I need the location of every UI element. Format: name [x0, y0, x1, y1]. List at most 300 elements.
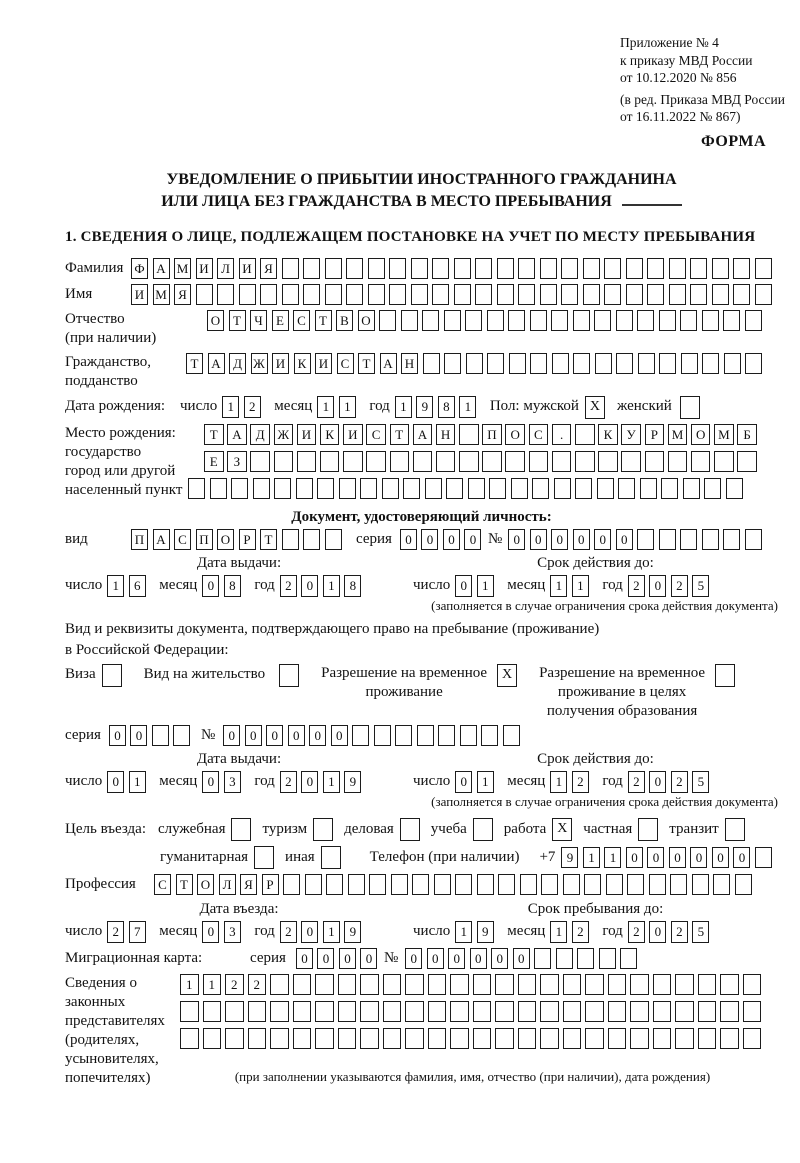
char-cell[interactable]: [497, 284, 514, 305]
char-cell[interactable]: [428, 974, 447, 995]
char-cell[interactable]: [438, 725, 455, 746]
char-cell[interactable]: [369, 874, 386, 895]
char-cell[interactable]: [315, 974, 334, 995]
char-cell[interactable]: [248, 1028, 267, 1049]
char-cell[interactable]: [755, 847, 772, 868]
purpose-other-checkbox[interactable]: [321, 846, 341, 869]
char-cell[interactable]: [498, 874, 515, 895]
char-cell[interactable]: [563, 1028, 582, 1049]
char-cell[interactable]: 1: [129, 771, 146, 793]
char-cell[interactable]: [339, 478, 356, 499]
char-cell[interactable]: [541, 874, 558, 895]
char-cell[interactable]: [616, 353, 633, 374]
char-cell[interactable]: [606, 874, 623, 895]
char-cell[interactable]: [690, 258, 707, 279]
char-cell[interactable]: О: [197, 874, 214, 895]
char-cell[interactable]: [745, 310, 762, 331]
char-cell[interactable]: [735, 874, 752, 895]
char-cell[interactable]: М: [714, 424, 734, 445]
char-cell[interactable]: Ж: [251, 353, 268, 374]
char-cell[interactable]: [203, 1028, 222, 1049]
char-cell[interactable]: А: [208, 353, 225, 374]
char-cell[interactable]: [518, 1001, 537, 1022]
char-cell[interactable]: [239, 284, 256, 305]
char-cell[interactable]: [683, 478, 700, 499]
char-cell[interactable]: [468, 478, 485, 499]
char-cell[interactable]: Я: [260, 258, 277, 279]
char-cell[interactable]: 9: [344, 921, 361, 943]
char-cell[interactable]: А: [153, 529, 170, 550]
char-cell[interactable]: [540, 1028, 559, 1049]
char-cell[interactable]: [436, 451, 456, 472]
char-cell[interactable]: [425, 478, 442, 499]
char-cell[interactable]: [338, 1001, 357, 1022]
char-cell[interactable]: 2: [628, 771, 645, 793]
char-cell[interactable]: [482, 451, 502, 472]
char-cell[interactable]: [585, 1028, 604, 1049]
char-cell[interactable]: 0: [421, 529, 438, 550]
char-cell[interactable]: [454, 284, 471, 305]
char-cell[interactable]: [702, 353, 719, 374]
char-cell[interactable]: [563, 874, 580, 895]
char-cell[interactable]: [520, 874, 537, 895]
char-cell[interactable]: [475, 258, 492, 279]
char-cell[interactable]: [704, 478, 721, 499]
char-cell[interactable]: С: [366, 424, 386, 445]
char-cell[interactable]: 0: [301, 575, 318, 597]
char-cell[interactable]: [203, 1001, 222, 1022]
char-cell[interactable]: 0: [331, 725, 348, 746]
purpose-official-checkbox[interactable]: [231, 818, 251, 841]
char-cell[interactable]: [540, 1001, 559, 1022]
char-cell[interactable]: О: [358, 310, 375, 331]
char-cell[interactable]: [680, 310, 697, 331]
char-cell[interactable]: [487, 310, 504, 331]
char-cell[interactable]: И: [297, 424, 317, 445]
char-cell[interactable]: М: [174, 258, 191, 279]
char-cell[interactable]: [248, 1001, 267, 1022]
char-cell[interactable]: [487, 353, 504, 374]
char-cell[interactable]: У: [621, 424, 641, 445]
char-cell[interactable]: Р: [262, 874, 279, 895]
char-cell[interactable]: 2: [572, 771, 589, 793]
char-cell[interactable]: [583, 258, 600, 279]
char-cell[interactable]: 1: [477, 575, 494, 597]
char-cell[interactable]: 2: [671, 771, 688, 793]
char-cell[interactable]: [604, 258, 621, 279]
char-cell[interactable]: [659, 310, 676, 331]
char-cell[interactable]: [659, 529, 676, 550]
char-cell[interactable]: [720, 974, 739, 995]
char-cell[interactable]: [743, 1028, 762, 1049]
char-cell[interactable]: [630, 1028, 649, 1049]
char-cell[interactable]: [450, 1001, 469, 1022]
char-cell[interactable]: [755, 284, 772, 305]
char-cell[interactable]: [210, 478, 227, 499]
char-cell[interactable]: [518, 1028, 537, 1049]
char-cell[interactable]: [530, 310, 547, 331]
char-cell[interactable]: 8: [344, 575, 361, 597]
char-cell[interactable]: [554, 478, 571, 499]
char-cell[interactable]: [360, 478, 377, 499]
char-cell[interactable]: [638, 353, 655, 374]
char-cell[interactable]: С: [154, 874, 171, 895]
char-cell[interactable]: [505, 451, 525, 472]
char-cell[interactable]: Т: [390, 424, 410, 445]
char-cell[interactable]: 0: [296, 948, 313, 969]
char-cell[interactable]: [626, 258, 643, 279]
char-cell[interactable]: 1: [203, 974, 222, 995]
char-cell[interactable]: [270, 974, 289, 995]
char-cell[interactable]: [411, 284, 428, 305]
char-cell[interactable]: 0: [513, 948, 530, 969]
char-cell[interactable]: 1: [550, 921, 567, 943]
char-cell[interactable]: [403, 478, 420, 499]
char-cell[interactable]: [630, 974, 649, 995]
char-cell[interactable]: [231, 478, 248, 499]
char-cell[interactable]: [540, 284, 557, 305]
char-cell[interactable]: [383, 974, 402, 995]
char-cell[interactable]: 2: [628, 575, 645, 597]
char-cell[interactable]: С: [337, 353, 354, 374]
char-cell[interactable]: [460, 725, 477, 746]
char-cell[interactable]: [225, 1001, 244, 1022]
char-cell[interactable]: [253, 478, 270, 499]
char-cell[interactable]: 1: [323, 921, 340, 943]
char-cell[interactable]: П: [196, 529, 213, 550]
char-cell[interactable]: 0: [551, 529, 568, 550]
char-cell[interactable]: [315, 1001, 334, 1022]
char-cell[interactable]: Н: [401, 353, 418, 374]
char-cell[interactable]: [595, 353, 612, 374]
char-cell[interactable]: [733, 284, 750, 305]
char-cell[interactable]: [573, 353, 590, 374]
char-cell[interactable]: [180, 1001, 199, 1022]
char-cell[interactable]: [489, 478, 506, 499]
char-cell[interactable]: [475, 284, 492, 305]
char-cell[interactable]: [532, 478, 549, 499]
char-cell[interactable]: А: [153, 258, 170, 279]
char-cell[interactable]: 0: [464, 529, 481, 550]
char-cell[interactable]: [152, 725, 169, 746]
char-cell[interactable]: 0: [288, 725, 305, 746]
char-cell[interactable]: 0: [245, 725, 262, 746]
char-cell[interactable]: 0: [647, 847, 664, 868]
char-cell[interactable]: [577, 948, 594, 969]
char-cell[interactable]: [282, 529, 299, 550]
char-cell[interactable]: [585, 974, 604, 995]
char-cell[interactable]: [389, 284, 406, 305]
char-cell[interactable]: 0: [202, 921, 219, 943]
char-cell[interactable]: [575, 478, 592, 499]
char-cell[interactable]: 1: [323, 771, 340, 793]
char-cell[interactable]: 1: [222, 396, 239, 418]
char-cell[interactable]: 0: [470, 948, 487, 969]
char-cell[interactable]: [389, 258, 406, 279]
char-cell[interactable]: [283, 874, 300, 895]
char-cell[interactable]: И: [315, 353, 332, 374]
char-cell[interactable]: 0: [427, 948, 444, 969]
char-cell[interactable]: [599, 948, 616, 969]
char-cell[interactable]: [305, 874, 322, 895]
char-cell[interactable]: 0: [405, 948, 422, 969]
char-cell[interactable]: О: [691, 424, 711, 445]
char-cell[interactable]: 5: [692, 771, 709, 793]
char-cell[interactable]: [698, 974, 717, 995]
char-cell[interactable]: 0: [455, 771, 472, 793]
char-cell[interactable]: 1: [572, 575, 589, 597]
char-cell[interactable]: 7: [129, 921, 146, 943]
char-cell[interactable]: Т: [260, 529, 277, 550]
char-cell[interactable]: [594, 310, 611, 331]
char-cell[interactable]: [618, 478, 635, 499]
char-cell[interactable]: 0: [301, 921, 318, 943]
char-cell[interactable]: 2: [280, 575, 297, 597]
char-cell[interactable]: 1: [459, 396, 476, 418]
char-cell[interactable]: [692, 874, 709, 895]
char-cell[interactable]: [563, 974, 582, 995]
female-checkbox[interactable]: [680, 396, 700, 419]
char-cell[interactable]: [712, 284, 729, 305]
char-cell[interactable]: [473, 1001, 492, 1022]
char-cell[interactable]: Р: [239, 529, 256, 550]
char-cell[interactable]: 9: [344, 771, 361, 793]
char-cell[interactable]: [477, 874, 494, 895]
char-cell[interactable]: [637, 310, 654, 331]
char-cell[interactable]: 8: [438, 396, 455, 418]
char-cell[interactable]: 5: [692, 921, 709, 943]
char-cell[interactable]: 0: [266, 725, 283, 746]
char-cell[interactable]: 0: [733, 847, 750, 868]
char-cell[interactable]: А: [380, 353, 397, 374]
purpose-transit-checkbox[interactable]: [725, 818, 745, 841]
char-cell[interactable]: [473, 1028, 492, 1049]
char-cell[interactable]: [626, 284, 643, 305]
char-cell[interactable]: [585, 1001, 604, 1022]
char-cell[interactable]: Д: [229, 353, 246, 374]
char-cell[interactable]: [698, 1001, 717, 1022]
char-cell[interactable]: 0: [712, 847, 729, 868]
char-cell[interactable]: 2: [671, 921, 688, 943]
char-cell[interactable]: [434, 874, 451, 895]
char-cell[interactable]: [432, 284, 449, 305]
char-cell[interactable]: Е: [272, 310, 289, 331]
char-cell[interactable]: 6: [129, 575, 146, 597]
char-cell[interactable]: [338, 974, 357, 995]
char-cell[interactable]: Ф: [131, 258, 148, 279]
char-cell[interactable]: [352, 725, 369, 746]
char-cell[interactable]: [348, 874, 365, 895]
char-cell[interactable]: [360, 1001, 379, 1022]
char-cell[interactable]: [637, 529, 654, 550]
char-cell[interactable]: Б: [737, 424, 757, 445]
char-cell[interactable]: 2: [244, 396, 261, 418]
char-cell[interactable]: [653, 1028, 672, 1049]
char-cell[interactable]: [481, 725, 498, 746]
char-cell[interactable]: Ч: [250, 310, 267, 331]
char-cell[interactable]: [360, 1028, 379, 1049]
char-cell[interactable]: Ж: [274, 424, 294, 445]
char-cell[interactable]: [598, 451, 618, 472]
char-cell[interactable]: [540, 258, 557, 279]
char-cell[interactable]: 0: [443, 529, 460, 550]
char-cell[interactable]: [282, 284, 299, 305]
char-cell[interactable]: .: [552, 424, 572, 445]
purpose-tourism-checkbox[interactable]: [313, 818, 333, 841]
char-cell[interactable]: [733, 258, 750, 279]
char-cell[interactable]: [561, 284, 578, 305]
char-cell[interactable]: Д: [250, 424, 270, 445]
char-cell[interactable]: [720, 1028, 739, 1049]
residence-permit-checkbox[interactable]: [279, 664, 299, 687]
char-cell[interactable]: 3: [224, 921, 241, 943]
char-cell[interactable]: [455, 874, 472, 895]
char-cell[interactable]: [640, 478, 657, 499]
char-cell[interactable]: [390, 451, 410, 472]
char-cell[interactable]: [450, 974, 469, 995]
char-cell[interactable]: [274, 451, 294, 472]
char-cell[interactable]: Л: [217, 258, 234, 279]
char-cell[interactable]: 1: [550, 575, 567, 597]
char-cell[interactable]: 0: [594, 529, 611, 550]
char-cell[interactable]: [495, 974, 514, 995]
char-cell[interactable]: 0: [400, 529, 417, 550]
char-cell[interactable]: [661, 478, 678, 499]
char-cell[interactable]: З: [227, 451, 247, 472]
char-cell[interactable]: [645, 451, 665, 472]
char-cell[interactable]: [724, 353, 741, 374]
char-cell[interactable]: 8: [224, 575, 241, 597]
char-cell[interactable]: 0: [508, 529, 525, 550]
char-cell[interactable]: 0: [107, 771, 124, 793]
char-cell[interactable]: 0: [649, 575, 666, 597]
char-cell[interactable]: [698, 1028, 717, 1049]
char-cell[interactable]: [680, 529, 697, 550]
char-cell[interactable]: [391, 874, 408, 895]
char-cell[interactable]: [173, 725, 190, 746]
char-cell[interactable]: [508, 310, 525, 331]
char-cell[interactable]: [459, 451, 479, 472]
char-cell[interactable]: В: [336, 310, 353, 331]
char-cell[interactable]: [368, 284, 385, 305]
char-cell[interactable]: 0: [448, 948, 465, 969]
char-cell[interactable]: [383, 1001, 402, 1022]
char-cell[interactable]: [669, 284, 686, 305]
char-cell[interactable]: [379, 310, 396, 331]
char-cell[interactable]: 1: [107, 575, 124, 597]
char-cell[interactable]: Р: [645, 424, 665, 445]
char-cell[interactable]: 0: [202, 771, 219, 793]
char-cell[interactable]: М: [153, 284, 170, 305]
char-cell[interactable]: 0: [223, 725, 240, 746]
char-cell[interactable]: 1: [550, 771, 567, 793]
char-cell[interactable]: [466, 353, 483, 374]
char-cell[interactable]: Т: [358, 353, 375, 374]
char-cell[interactable]: [401, 310, 418, 331]
char-cell[interactable]: [723, 529, 740, 550]
char-cell[interactable]: [608, 1001, 627, 1022]
char-cell[interactable]: [561, 258, 578, 279]
char-cell[interactable]: 0: [202, 575, 219, 597]
char-cell[interactable]: [282, 258, 299, 279]
char-cell[interactable]: 9: [416, 396, 433, 418]
char-cell[interactable]: [270, 1028, 289, 1049]
char-cell[interactable]: [675, 1028, 694, 1049]
char-cell[interactable]: [366, 451, 386, 472]
char-cell[interactable]: Т: [204, 424, 224, 445]
char-cell[interactable]: [690, 284, 707, 305]
char-cell[interactable]: П: [131, 529, 148, 550]
char-cell[interactable]: И: [131, 284, 148, 305]
char-cell[interactable]: [503, 725, 520, 746]
char-cell[interactable]: [495, 1001, 514, 1022]
char-cell[interactable]: Я: [174, 284, 191, 305]
char-cell[interactable]: 9: [561, 847, 578, 868]
char-cell[interactable]: [670, 874, 687, 895]
char-cell[interactable]: [495, 1028, 514, 1049]
char-cell[interactable]: [530, 353, 547, 374]
char-cell[interactable]: [647, 258, 664, 279]
char-cell[interactable]: [604, 284, 621, 305]
char-cell[interactable]: 1: [395, 396, 412, 418]
char-cell[interactable]: [217, 284, 234, 305]
char-cell[interactable]: Т: [315, 310, 332, 331]
char-cell[interactable]: 0: [491, 948, 508, 969]
char-cell[interactable]: [274, 478, 291, 499]
char-cell[interactable]: А: [227, 424, 247, 445]
char-cell[interactable]: [444, 353, 461, 374]
char-cell[interactable]: [712, 258, 729, 279]
char-cell[interactable]: [188, 478, 205, 499]
char-cell[interactable]: [432, 258, 449, 279]
char-cell[interactable]: [745, 529, 762, 550]
char-cell[interactable]: С: [293, 310, 310, 331]
char-cell[interactable]: [343, 451, 363, 472]
char-cell[interactable]: [260, 284, 277, 305]
char-cell[interactable]: 5: [692, 575, 709, 597]
char-cell[interactable]: [320, 451, 340, 472]
char-cell[interactable]: [296, 478, 313, 499]
char-cell[interactable]: 1: [477, 771, 494, 793]
char-cell[interactable]: [346, 284, 363, 305]
char-cell[interactable]: [720, 1001, 739, 1022]
char-cell[interactable]: Т: [176, 874, 193, 895]
char-cell[interactable]: [583, 284, 600, 305]
char-cell[interactable]: [417, 725, 434, 746]
temp-residence-checkbox[interactable]: X: [497, 664, 517, 687]
char-cell[interactable]: [338, 1028, 357, 1049]
char-cell[interactable]: 0: [130, 725, 147, 746]
char-cell[interactable]: [540, 974, 559, 995]
char-cell[interactable]: [511, 478, 528, 499]
purpose-humanitarian-checkbox[interactable]: [254, 846, 274, 869]
char-cell[interactable]: [293, 1028, 312, 1049]
char-cell[interactable]: Л: [219, 874, 236, 895]
char-cell[interactable]: [653, 974, 672, 995]
char-cell[interactable]: 0: [339, 948, 356, 969]
char-cell[interactable]: [552, 451, 572, 472]
char-cell[interactable]: [325, 258, 342, 279]
char-cell[interactable]: И: [343, 424, 363, 445]
char-cell[interactable]: [726, 478, 743, 499]
char-cell[interactable]: [647, 284, 664, 305]
char-cell[interactable]: 1: [323, 575, 340, 597]
char-cell[interactable]: 1: [604, 847, 621, 868]
char-cell[interactable]: 1: [583, 847, 600, 868]
char-cell[interactable]: [360, 974, 379, 995]
purpose-work-checkbox[interactable]: X: [552, 818, 572, 841]
char-cell[interactable]: [621, 451, 641, 472]
